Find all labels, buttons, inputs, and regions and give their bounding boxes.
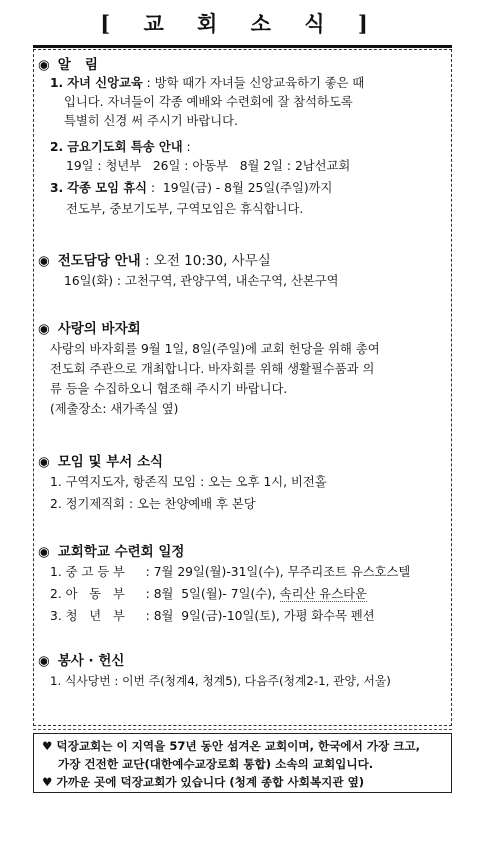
meetings-line-1: 1. 구역지도자, 항존직 모임 : 오는 오후 1시, 비전홀 (50, 475, 327, 489)
bazaar-heading: ◉ 사랑의 바자회 (38, 321, 141, 337)
service-line: 1. 식사당번 : 이번 주(청계4, 청계5), 다음주(청계2-1, 관양, 서울) (50, 674, 391, 688)
footer-line-3: ♥ 가까운 곳에 덕장교회가 있습니다 (청계 종합 사회복지관 옆) (42, 775, 365, 789)
section-bullet-icon: ◉ (38, 653, 50, 669)
notice-item-1: 1. 자녀 신앙교육 : 방학 때가 자녀들 신앙교육하기 좋은 때 (50, 76, 365, 90)
notice-item-2-line-2: 19일 : 청년부 26일 : 아동부 8월 2일 : 2남선교회 (66, 159, 351, 173)
notice-item-3: 3. 각종 모임 휴식 : 19일(금) - 8월 25일(주일)까지 (50, 181, 333, 195)
retreat-row: 1. 중 고 등 부 : 7월 29일(월)-31일(수), 무주리조트 유스호스텔 (50, 565, 411, 579)
section-bullet-icon: ◉ (38, 321, 50, 337)
section-bullet-icon: ◉ (38, 544, 50, 560)
meetings-heading: ◉ 모임 및 부서 소식 (38, 454, 164, 470)
bazaar-line-4: (제출장소: 새가족실 옆) (50, 402, 179, 416)
top-rule (33, 45, 452, 48)
evangelism-schedule: 16일(화) : 고천구역, 관양구역, 내손구역, 산본구역 (64, 274, 339, 288)
notice-heading: ◉ 알 림 (38, 57, 98, 73)
separator (33, 729, 452, 730)
bazaar-line-3: 류 등을 수집하오니 협조해 주시기 바랍니다. (50, 382, 288, 396)
bazaar-line-1: 사랑의 바자회를 9월 1일, 8일(주일)에 교회 헌당을 위해 총여 (50, 342, 380, 356)
page-title: [ 교 회 소 식 ] (100, 11, 381, 36)
evangelism-heading: ◉ 전도담당 안내 : 오전 10:30, 사무실 (38, 253, 271, 269)
notice-item-1-line-2: 입니다. 자녀들이 각종 예배와 수련회에 잘 참석하도록 (64, 95, 353, 109)
section-bullet-icon: ◉ (38, 253, 50, 269)
notice-item-2: 2. 금요기도회 특송 안내 : (50, 140, 191, 154)
retreat-heading: ◉ 교회학교 수련회 일정 (38, 544, 185, 560)
bazaar-line-2: 전도회 주관으로 개최합니다. 바자회를 위해 생활필수품과 의 (50, 362, 375, 376)
retreat-row: 2. 아 동 부 : 8월 5일(월)- 7일(수), 속리산 유스타운 (50, 587, 367, 601)
church-info-box (33, 733, 452, 793)
notice-item-1-line-3: 특별히 신경 써 주시기 바랍니다. (64, 114, 238, 128)
footer-line-2: 가장 건전한 교단(대한예수교장로회 통합) 소속의 교회입니다. (58, 757, 374, 771)
retreat-row: 3. 청 년 부 : 8월 9일(금)-10일(토), 가평 화수목 펜션 (50, 609, 375, 623)
footer-line-1: ♥ 덕장교회는 이 지역을 57년 동안 섬겨온 교회이며, 한국에서 가장 크고, (42, 739, 421, 753)
news-panel (33, 49, 452, 726)
meetings-line-2: 2. 정기제직회 : 오는 찬양예배 후 본당 (50, 497, 256, 511)
notice-item-3-line-2: 전도부, 중보기도부, 구역모임은 휴식합니다. (66, 202, 304, 216)
section-bullet-icon: ◉ (38, 57, 50, 73)
service-heading: ◉ 봉사 · 헌신 (38, 653, 125, 669)
section-bullet-icon: ◉ (38, 454, 50, 470)
